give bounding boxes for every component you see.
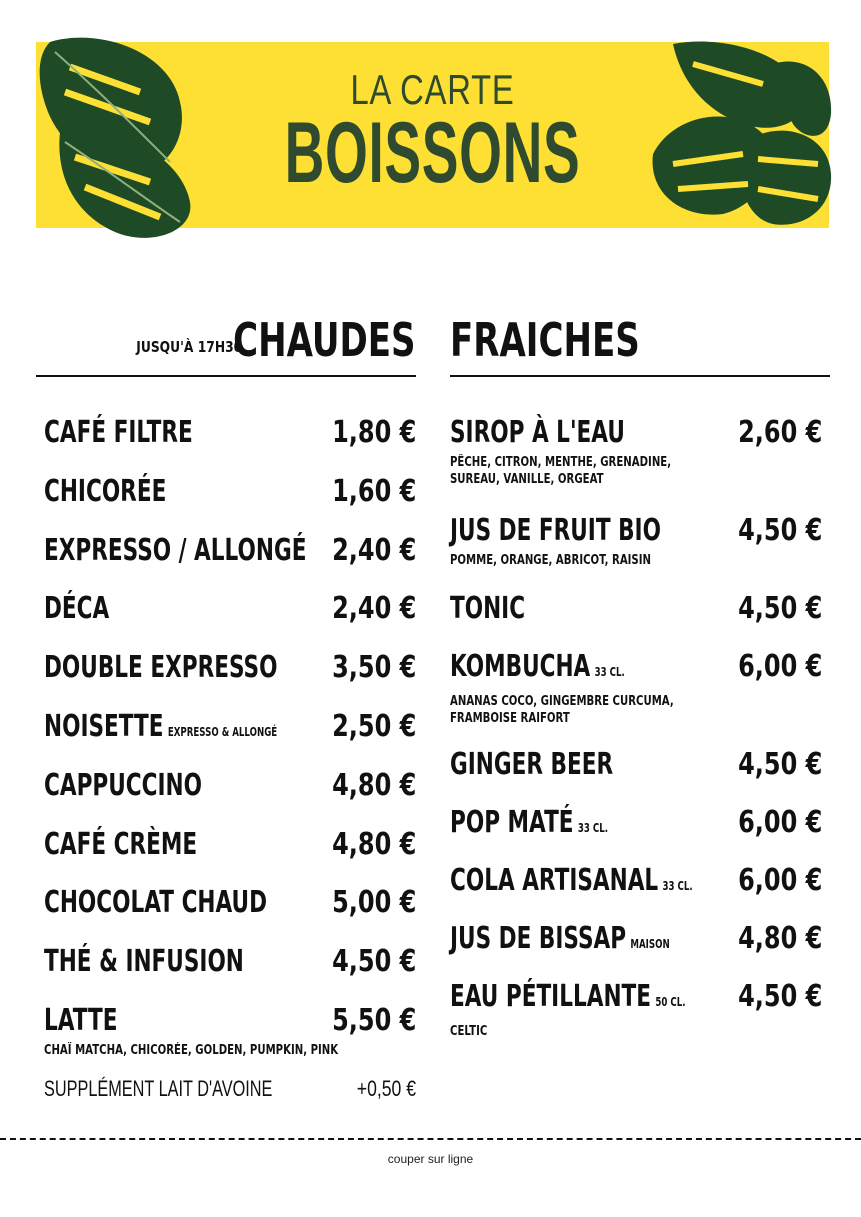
item-name: THÉ & INFUSION <box>44 944 244 980</box>
section-title: CHAUDES <box>233 313 416 367</box>
item-name: JUS DE FRUIT BIO <box>450 513 661 548</box>
item-description: SUREAU, VANILLE, ORGEAT <box>450 472 604 487</box>
item-name <box>450 856 693 911</box>
item-note: 33 CL. <box>594 665 625 679</box>
supplement-line <box>44 1076 416 1108</box>
supplement-label: SUPPLÉMENT LAIT D'AVOINE <box>44 1076 273 1101</box>
item-price: 4,50 € <box>331 944 416 980</box>
item-price: 6,00 € <box>737 805 822 840</box>
item-name-text: JUS DE BISSAP <box>450 921 627 956</box>
section-heading-fraiches <box>450 310 830 370</box>
item-description: POMME, ORANGE, ABRICOT, RAISIN <box>450 553 652 568</box>
item-price: 2,40 € <box>331 532 416 568</box>
item-price: 4,50 € <box>737 747 822 782</box>
item-name <box>450 972 686 1027</box>
item-price: 4,80 € <box>331 767 416 803</box>
item-price: 2,60 € <box>737 415 822 450</box>
cut-line <box>0 1138 861 1140</box>
item-name-text: EAU PÉTILLANTE <box>450 979 652 1014</box>
item-name: DÉCA <box>44 591 110 627</box>
menu-item <box>450 856 822 914</box>
menu-item <box>44 820 416 879</box>
banner-title: BOISSONS <box>284 105 581 201</box>
item-note: MAISON <box>630 937 670 951</box>
cut-line-label: couper sur ligne <box>387 1152 474 1166</box>
item-price: 6,00 € <box>737 649 822 684</box>
header-banner <box>36 42 829 228</box>
item-name: TONIC <box>450 591 526 626</box>
section-title: FRAICHES <box>450 313 640 367</box>
menu-item <box>450 642 822 740</box>
item-description: CELTIC <box>450 1024 488 1039</box>
menu-item <box>450 740 822 798</box>
item-name <box>450 642 625 697</box>
item-name: CAFÉ FILTRE <box>44 415 193 450</box>
item-note: 33 CL. <box>577 821 609 835</box>
item-name: DOUBLE EXPRESSO <box>44 650 278 686</box>
item-description: ANANAS COCO, GINGEMBRE CURCUMA, <box>450 694 674 709</box>
menu-item <box>44 878 416 937</box>
section-note: JUSQU'À 17H30 <box>136 338 242 356</box>
item-name: CHOCOLAT CHAUD <box>44 885 268 921</box>
divider <box>36 375 416 377</box>
item-name: EXPRESSO / ALLONGÉ <box>44 532 307 568</box>
menu-list-fraiches <box>450 408 822 1042</box>
item-price: 3,50 € <box>331 650 416 686</box>
item-note: 33 CL. <box>662 879 693 893</box>
menu-item <box>450 408 822 506</box>
item-name: GINGER BEER <box>450 747 614 782</box>
menu-item <box>44 408 416 467</box>
menu-item <box>450 914 822 972</box>
menu-item <box>44 584 416 643</box>
menu-item <box>44 761 416 820</box>
item-description: PÊCHE, CITRON, MENTHE, GRENADINE, <box>450 455 672 470</box>
menu-item <box>450 584 822 642</box>
item-price: 1,60 € <box>331 473 416 509</box>
menu-item <box>44 643 416 702</box>
item-name-text: NOISETTE <box>44 708 164 744</box>
menu-item <box>450 798 822 856</box>
menu-item <box>44 526 416 585</box>
item-price: 2,50 € <box>331 708 416 744</box>
item-price: 6,00 € <box>737 863 822 898</box>
item-price: 2,40 € <box>331 591 416 627</box>
section-heading-chaudes <box>36 310 416 370</box>
menu-item <box>450 506 822 584</box>
menu-item <box>44 702 416 761</box>
banner-subtitle: LA CARTE <box>350 66 515 113</box>
item-description: CHAÏ MATCHA, CHICORÉE, GOLDEN, PUMPKIN, PINK <box>44 1042 339 1058</box>
item-name: CAPPUCCINO <box>44 767 202 803</box>
divider <box>450 375 830 377</box>
menu-item <box>450 972 822 1042</box>
item-price: 5,50 € <box>331 1002 416 1038</box>
item-name-text: COLA ARTISANAL <box>450 863 659 898</box>
item-name: SIROP À L'EAU <box>450 415 625 450</box>
item-name <box>450 914 670 969</box>
item-description: FRAMBOISE RAIFORT <box>450 711 570 726</box>
item-price: 4,50 € <box>737 979 822 1014</box>
menu-item <box>44 467 416 526</box>
item-name: CHICORÉE <box>44 473 167 509</box>
item-price: 1,80 € <box>331 415 416 450</box>
menu-item <box>44 937 416 996</box>
item-name <box>44 702 277 757</box>
item-name: CAFÉ CRÈME <box>44 826 198 862</box>
menu-list-chaudes <box>44 408 416 1058</box>
item-name: LATTE <box>44 1002 118 1038</box>
item-price: 4,80 € <box>331 826 416 862</box>
item-price: 4,80 € <box>737 921 822 956</box>
item-note: EXPRESSO & ALLONGÉ <box>167 724 278 739</box>
item-name-text: KOMBUCHA <box>450 649 591 684</box>
item-price: 5,00 € <box>331 885 416 921</box>
item-name-text: POP MATÉ <box>450 805 574 840</box>
item-price: 4,50 € <box>737 591 822 626</box>
item-name <box>450 798 608 853</box>
item-note: 50 CL. <box>655 995 686 1009</box>
supplement-price: +0,50 € <box>356 1076 416 1101</box>
item-price: 4,50 € <box>737 513 822 548</box>
menu-item <box>44 996 416 1058</box>
